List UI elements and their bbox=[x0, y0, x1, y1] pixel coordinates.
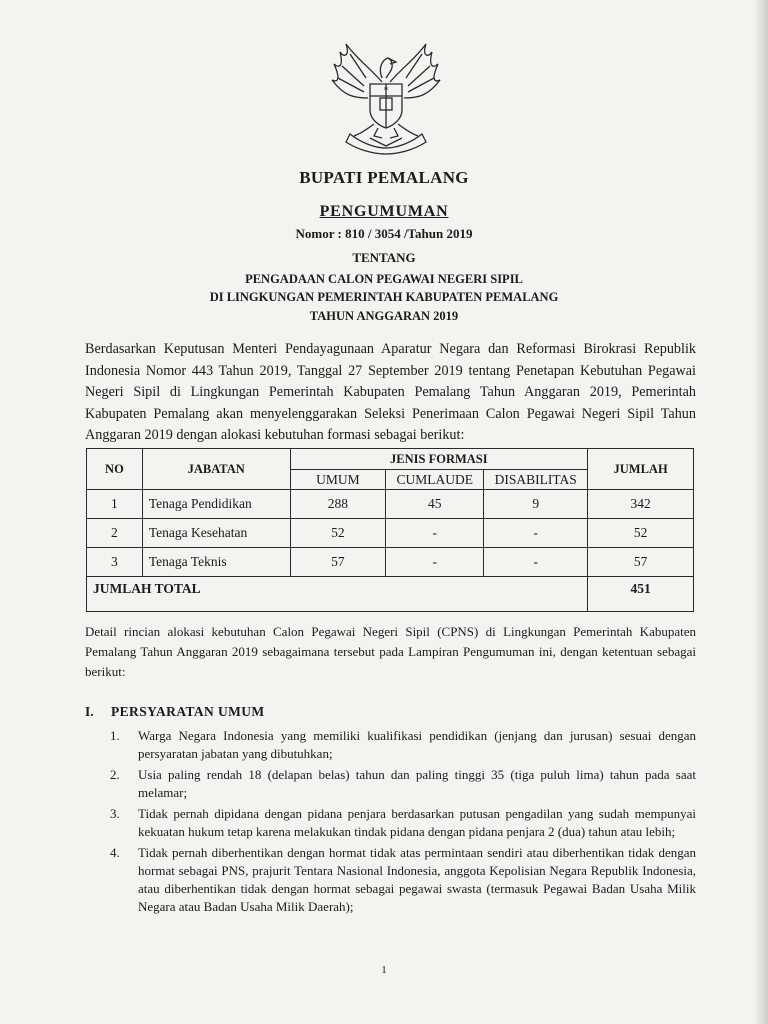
list-item bbox=[110, 844, 696, 916]
item-text: Tidak pernah dipidana dengan pidana penjara berdasarkan putusan pengadilan yang sudah mempunyai kekuatan hukum tetap karena melakukan tindak pidana dengan pidana penjara 2 (dua) tahun atau lebih; bbox=[138, 806, 696, 839]
detail-paragraph: Detail rincian alokasi kebutuhan Calon Pegawai Negeri Sipil (CPNS) di Lingkungan Pemerintah Kabupaten Pemalang Tahun Anggaran 2019 sebagaimana tersebut pada Lampiran Pengumuman ini, dengan ketentuan sebagai berikut: bbox=[85, 624, 696, 679]
cell-umum: 52 bbox=[290, 519, 386, 548]
item-text: Tidak pernah diberhentikan dengan hormat tidak atas permintaan sendiri atau diberhentikan tidak dengan hormat sebagai PNS, prajurit Tentara Nasional Indonesia, anggota Kepolisian Negara Republik Indonesia, atau diberhentikan tidak dengan hormat sebagai pegawai swasta (termasuk Pegawai Badan Usaha Milik Negara atau Badan Usaha Milik Daerah); bbox=[138, 845, 696, 914]
col-header-umum: UMUM bbox=[290, 470, 386, 490]
item-text: Warga Negara Indonesia yang memiliki kualifikasi pendidikan (jenjang dan jurusan) sesuai dengan persyaratan jabatan yang dibutuhkan; bbox=[138, 728, 696, 761]
cell-jumlah: 52 bbox=[588, 519, 694, 548]
table-row bbox=[87, 519, 694, 548]
cell-no: 3 bbox=[87, 548, 143, 577]
document-number: Nomor : 810 / 3054 /Tahun 2019 bbox=[295, 226, 473, 241]
subject-line-2: DI LINGKUNGAN PEMERINTAH KABUPATEN PEMALANG bbox=[209, 290, 559, 304]
section-heading bbox=[85, 704, 265, 720]
section-number: I. bbox=[85, 704, 94, 719]
cell-disabilitas: 9 bbox=[484, 490, 588, 519]
cell-jumlah: 342 bbox=[588, 490, 694, 519]
subject-line-1: PENGADAAN CALON PEGAWAI NEGERI SIPIL bbox=[245, 272, 523, 286]
intro-paragraph: Berdasarkan Keputusan Menteri Pendayagunaan Aparatur Negara dan Reformasi Birokrasi Republik Indonesia Nomor 443 Tahun 2019, Tanggal 27 September 2019 tentang Penetapan Kebutuhan Pegawai Negeri Sipil di Lingkungan Pemerintah Kabupaten Pemalang Tahun Anggaran 2019, Pemerintah Kabupaten Pemalang akan menyelenggarakan Seleksi Penerimaan Calon Pegawai Negeri Sipil Tahun Anggaran 2019 dengan alokasi kebutuhan formasi sebagai berikut: bbox=[85, 341, 696, 444]
col-header-cumlaude: CUMLAUDE bbox=[386, 470, 484, 490]
table-total-row bbox=[87, 577, 694, 612]
cell-jumlah: 57 bbox=[588, 548, 694, 577]
table-row bbox=[87, 548, 694, 577]
col-header-jabatan: JABATAN bbox=[142, 449, 290, 490]
subject-line-3: TAHUN ANGGARAN 2019 bbox=[309, 309, 459, 323]
item-number: 4. bbox=[110, 845, 120, 860]
total-value: 451 bbox=[588, 577, 694, 612]
page-edge-shadow bbox=[754, 0, 768, 1024]
list-item bbox=[110, 805, 696, 841]
cell-no: 1 bbox=[87, 490, 143, 519]
col-header-jenis-formasi: JENIS FORMASI bbox=[290, 449, 588, 470]
cell-cumlaude: - bbox=[386, 548, 484, 577]
item-number: 1. bbox=[110, 728, 120, 743]
cell-no: 2 bbox=[87, 519, 143, 548]
page-number: 1 bbox=[381, 964, 387, 976]
list-item bbox=[110, 727, 696, 763]
item-number: 3. bbox=[110, 806, 120, 821]
document-type: PENGUMUMAN bbox=[319, 203, 449, 220]
cell-umum: 288 bbox=[290, 490, 386, 519]
cell-jabatan: Tenaga Teknis bbox=[142, 548, 290, 577]
table-row bbox=[87, 490, 694, 519]
requirements-list bbox=[110, 727, 696, 919]
cell-disabilitas: - bbox=[484, 548, 588, 577]
col-header-jumlah: JUMLAH bbox=[588, 449, 694, 490]
item-number: 2. bbox=[110, 767, 120, 782]
tentang-heading: TENTANG bbox=[352, 250, 416, 265]
cell-cumlaude: 45 bbox=[386, 490, 484, 519]
garuda-emblem-icon bbox=[330, 38, 442, 156]
cell-jabatan: Tenaga Kesehatan bbox=[142, 519, 290, 548]
item-text: Usia paling rendah 18 (delapan belas) tahun dan paling tinggi 35 (tiga puluh lima) tahun pada saat melamar; bbox=[138, 767, 696, 800]
col-header-no: NO bbox=[87, 449, 143, 490]
cell-cumlaude: - bbox=[386, 519, 484, 548]
cell-jabatan: Tenaga Pendidikan bbox=[142, 490, 290, 519]
issuer-title: BUPATI PEMALANG bbox=[299, 168, 469, 187]
list-item bbox=[110, 766, 696, 802]
col-header-disabilitas: DISABILITAS bbox=[484, 470, 588, 490]
total-label: JUMLAH TOTAL bbox=[87, 577, 588, 612]
cell-disabilitas: - bbox=[484, 519, 588, 548]
cell-umum: 57 bbox=[290, 548, 386, 577]
formasi-table bbox=[86, 448, 694, 612]
section-title: PERSYARATAN UMUM bbox=[111, 704, 265, 719]
